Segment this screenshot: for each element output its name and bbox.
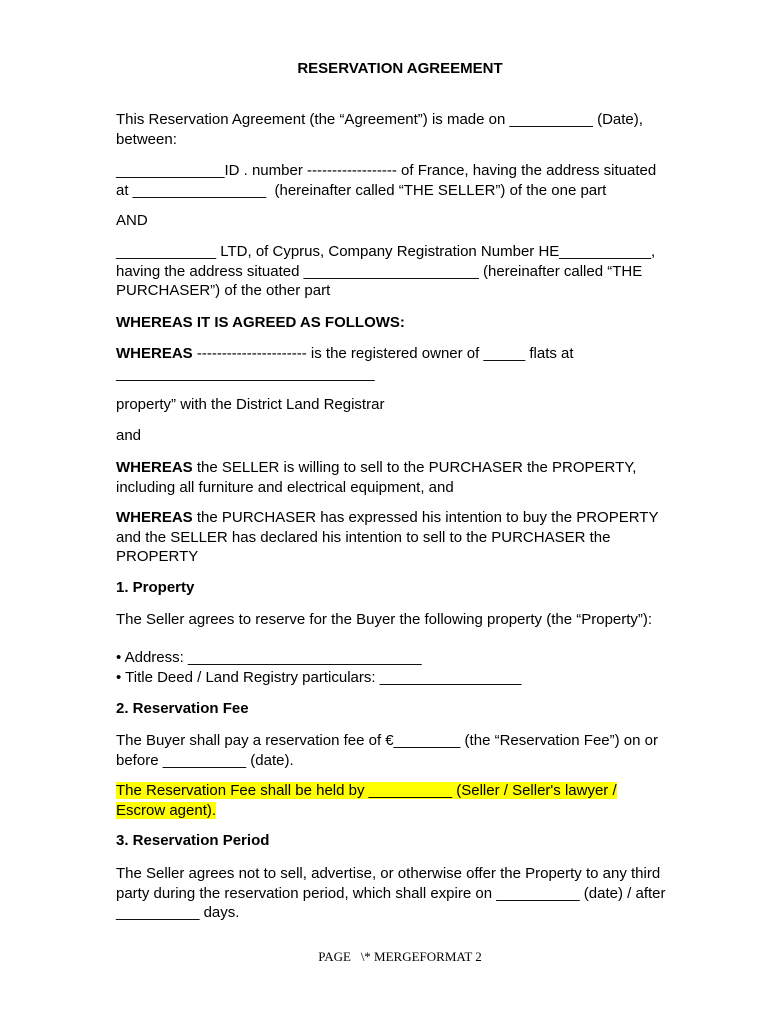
page-footer: PAGE \* MERGEFORMAT 2 — [318, 949, 482, 964]
whereas-paragraph-1 — [116, 344, 696, 383]
seller-party-paragraph: _____________ID . number ------------------ of France, having the address situated at ________________ (hereinafter called “THE SELLER”) of the one part — [116, 162, 657, 199]
section-1-paragraph: The Seller agrees to reserve for the Buyer the following property (the “Property”): — [116, 611, 653, 628]
section-1-bullet-title-deed: • Title Deed / Land Registry particulars: _________________ — [116, 669, 522, 686]
whereas-label: WHEREAS — [116, 345, 193, 362]
and-connector: and — [116, 427, 142, 444]
intro-paragraph: This Reservation Agreement (the “Agreement”) is made on __________ (Date), between: — [116, 111, 643, 148]
section-2-heading: 2. Reservation Fee — [116, 700, 249, 717]
whereas-text: the SELLER is willing to sell to the PURCHASER the PROPERTY, including all furniture and electrical equipment, and — [116, 459, 637, 496]
section-2-paragraph: The Buyer shall pay a reservation fee of €________ (the “Reservation Fee”) on or before __________ (date). — [116, 732, 658, 769]
highlighted-text-line-2: Escrow agent). — [116, 801, 217, 819]
section-1-bullet-address: • Address: ____________________________ — [116, 649, 422, 666]
whereas-paragraph-2 — [116, 458, 696, 497]
highlighted-text-line-1: The Reservation Fee shall be held by __________ (Seller / Seller's lawyer / — [116, 782, 617, 799]
section-3-paragraph: The Seller agrees not to sell, advertise, or otherwise offer the Property to any third party during the reservation period, which shall expire on __________ (date) / after __________ days. — [116, 865, 666, 921]
purchaser-party-paragraph: ____________ LTD, of Cyprus, Company Registration Number HE___________, having the address situated _____________________ (hereinafter called “THE PURCHASER”) of the other part — [116, 243, 656, 299]
whereas-text: ---------------------- is the registered owner of _____ flats at _______________________________ — [116, 345, 574, 382]
whereas-text: the PURCHASER has expressed his intention to buy the PROPERTY and the SELLER has declared his intention to sell to the PURCHASER the PROPERTY — [116, 509, 659, 565]
section-2-highlighted-paragraph — [116, 781, 696, 820]
and-separator: AND — [116, 212, 148, 229]
property-registrar-paragraph: property” with the District Land Registrar — [116, 396, 385, 413]
whereas-paragraph-3 — [116, 508, 696, 567]
document-title: RESERVATION AGREEMENT — [297, 60, 503, 77]
section-1-heading: 1. Property — [116, 579, 195, 596]
whereas-label: WHEREAS — [116, 459, 193, 476]
whereas-heading: WHEREAS IT IS AGREED AS FOLLOWS: — [116, 314, 405, 331]
section-3-heading: 3. Reservation Period — [116, 832, 270, 849]
whereas-label: WHEREAS — [116, 509, 193, 526]
